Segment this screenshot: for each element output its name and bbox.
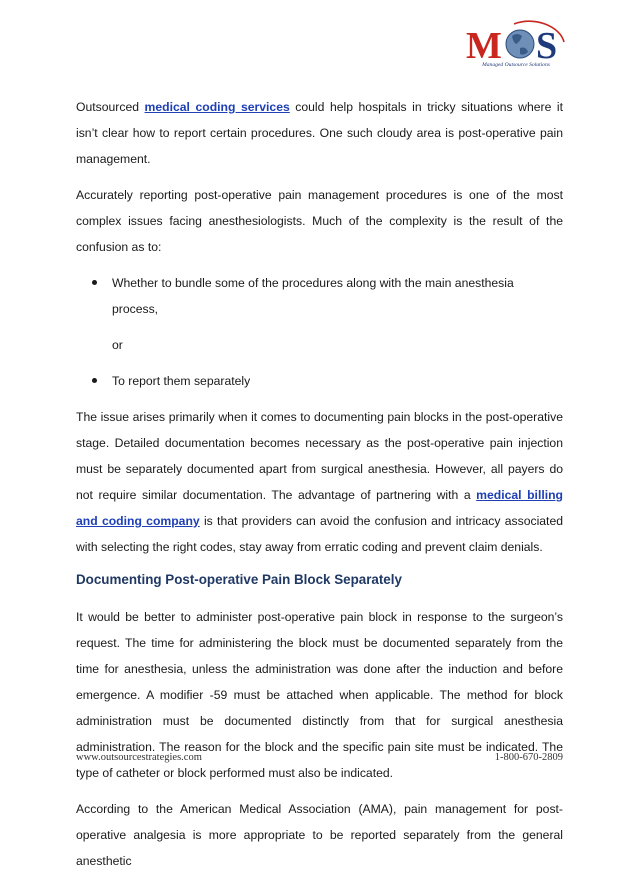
bullet-text: Whether to bundle some of the procedures along with the main anesthesia process, [112, 276, 514, 316]
intro-text-start: Outsourced [76, 100, 145, 114]
intro-text-end: could help hospitals in tricky situations where it isn’t clear how to report certain procedures. One such cloudy area is post-operative pain management. [76, 100, 564, 166]
article-body [76, 94, 563, 884]
bullet-or-line [76, 332, 563, 358]
paragraph-ama: According to the American Medical Association (AMA), pain management for post-operative analgesia is more appropriate to be reported separately from the general anesthetic [76, 802, 563, 868]
bullet-or-text: or [112, 338, 123, 352]
paragraph-intro [76, 94, 563, 172]
logo-subtitle: Managed Outsource Solutions [482, 62, 550, 68]
medical-billing-coding-company-link[interactable]: medical billing and coding company [76, 488, 563, 528]
issue-text-start: The issue arises primarily when it comes to documenting pain blocks in the post-operative stage. Detailed documentation becomes necessary as the post-operative pain injection must be separately documented apart from surgical anesthesia. However, all payers do not require similar documentation. The advantage of partnering with a [76, 410, 563, 502]
bullet-list [76, 270, 563, 394]
page-footer [76, 752, 563, 763]
bullet-item-bundle [76, 270, 563, 322]
footer-phone: 1-800-670-2809 [494, 752, 563, 763]
section-heading: Documenting Post-operative Pain Block Separately [76, 572, 402, 587]
bullet-text: To report them separately [112, 374, 251, 388]
bullet-item-separate [76, 368, 563, 394]
paragraph-complexity: Accurately reporting post-operative pain management procedures is one of the most complex issues facing anesthesiologists. Much of the complexity is the result of the confusion as to: [76, 188, 563, 254]
bullet-icon [92, 378, 97, 383]
logo-letter-m: M [466, 25, 502, 64]
medical-coding-services-link[interactable]: medical coding services [144, 100, 290, 114]
footer-website: www.outsourcestrategies.com [76, 752, 202, 763]
paragraph-administer: It would be better to administer post-operative pain block in response to the surgeon’s request. The time for administering the block must be documented separately from the time for anesthesia, unless the administration was done after the induction and before emergence. A modifier -59 must be attached when applicable. The method for block administration must be documented distinctly from that for surgical anesthesia administration. The reason for the block and the specific pain site must be indicated. The type of catheter or block performed must also be indicated. [76, 610, 563, 780]
paragraph-issue [76, 404, 563, 560]
issue-text-end: is that providers can avoid the confusion and intricacy associated with selecting the right codes, stay away from erratic coding and prevent claim denials. [76, 514, 563, 554]
logo-letter-s: S [536, 25, 558, 64]
mos-logo-graphic [464, 20, 568, 64]
bullet-icon [92, 280, 97, 285]
company-logo [464, 20, 568, 72]
